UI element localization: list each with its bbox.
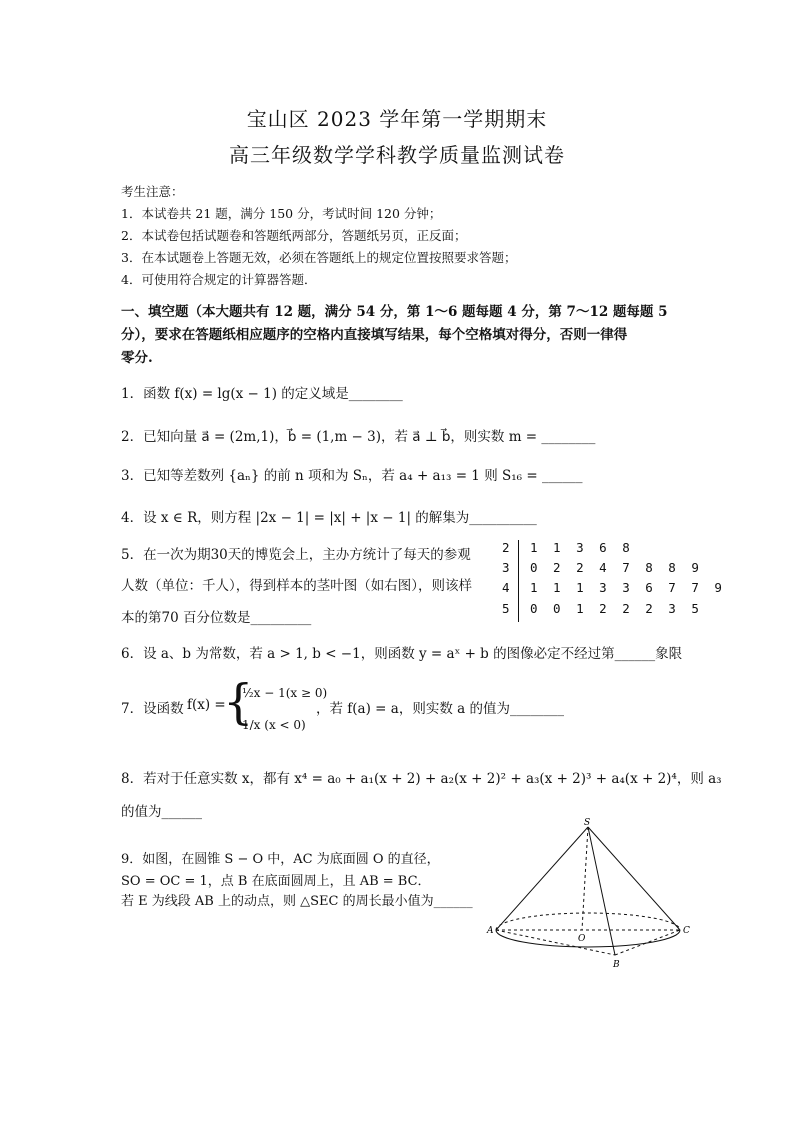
edge-SB <box>588 827 615 955</box>
label-B: B <box>613 960 620 970</box>
question-7-prefix: 7．设函数 <box>121 701 184 717</box>
label-O: O <box>578 934 586 944</box>
section1-line2: 分），要求在答题纸相应题序的空格内直接填写结果，每个空格填对得分，否则一律得 <box>121 327 628 343</box>
note-item-2: 2．本试卷包括试题卷和答题纸两部分，答题纸另页，正反面； <box>121 228 467 243</box>
question-5-line2: 人数（单位：千人），得到样本的茎叶图（如右图），则该样 <box>121 578 472 594</box>
question-9-line1: 9．如图，在圆锥 S − O 中，AC 为底面圆 O 的直径， <box>121 852 440 867</box>
question-8-line2: 的值为______ <box>121 804 202 820</box>
question-9-line2: SO = OC = 1，点 B 在底面圆周上，且 AB = BC． <box>121 874 431 889</box>
question-7-fx: f(x) = <box>187 697 226 713</box>
question-1: 1．函数 f(x) = lg(x − 1) 的定义域是________ <box>121 386 403 402</box>
label-C: C <box>683 926 690 936</box>
stem-leaf-plot <box>500 540 726 622</box>
leaves-3: 0 2 2 4 7 8 8 9 <box>530 560 703 575</box>
note-item-3: 3．在本试题卷上答题无效，必须在答题纸上的规定位置按照要求答题； <box>121 250 517 265</box>
stem-5: 5 <box>502 601 510 616</box>
label-A: A <box>487 926 494 936</box>
stem-4: 4 <box>502 580 510 595</box>
axis-SO <box>582 827 588 930</box>
cone-base-back <box>496 913 680 930</box>
question-7-suffix: ，若 f(a) = a，则实数 a 的值为________ <box>316 701 564 717</box>
question-2: 2．已知向量 a⃗ = (2m,1)，b⃗ = (1,m − 3)，若 a⃗ ⊥ b⃗，则实数 m = ________ <box>121 429 596 445</box>
edge-SA <box>496 827 588 930</box>
question-5-line3: 本的第70 百分位数是_________ <box>121 610 312 626</box>
exam-title-line2: 高三年级数学学科教学质量监测试卷 <box>229 143 565 167</box>
edge-SC <box>588 827 680 930</box>
note-item-4: 4．可使用符合规定的计算器答题． <box>121 272 317 287</box>
piecewise-brace: { <box>223 674 254 730</box>
stem-3: 3 <box>502 560 510 575</box>
question-6: 6．设 a、b 为常数，若 a > 1, b < −1，则函数 y = aˣ + b 的图像必定不经过第______象限 <box>121 646 683 662</box>
question-5-line1: 5．在一次为期30天的博览会上，主办方统计了每天的参观 <box>121 547 471 563</box>
question-7-case2: 1/x (x < 0) <box>242 718 306 732</box>
cone-figure <box>480 815 695 975</box>
question-8-line1: 8．若对于任意实数 x，都有 x⁴ = a₀ + a₁(x + 2) + a₂(x + 2)² + a₃(x + 2)³ + a₄(x + 2)⁴，则 a₃ <box>121 771 722 787</box>
section1-line1: 一、填空题（本大题共有 12 题，满分 54 分，第 1～6 题每题 4 分，第 7～12 题每题 5 <box>121 304 668 320</box>
leaves-2: 1 1 3 6 8 <box>530 540 634 555</box>
leaves-4: 1 1 1 3 3 6 7 7 9 <box>530 580 726 595</box>
stem-2: 2 <box>502 540 510 555</box>
question-9-line3: 若 E 为线段 AB 上的动点，则 △SEC 的周长最小值为______ <box>121 894 473 909</box>
section1-line3: 零分. <box>121 350 153 366</box>
stem-leaf-divider <box>518 540 519 622</box>
label-S: S <box>584 818 591 828</box>
notes-heading: 考生注意： <box>121 184 184 199</box>
chord-AB <box>496 930 615 955</box>
question-3: 3．已知等差数列 {aₙ} 的前 n 项和为 Sₙ，若 a₄ + a₁₃ = 1 则 S₁₆ = ______ <box>121 468 583 484</box>
note-item-1: 1．本试卷共 21 题，满分 150 分，考试时间 120 分钟； <box>121 206 442 221</box>
exam-title-line1: 宝山区 2023 学年第一学期期末 <box>246 107 548 131</box>
cone-base-front <box>496 930 680 947</box>
leaves-5: 0 0 1 2 2 2 3 5 <box>530 601 703 616</box>
question-7-case1: ½x − 1(x ≥ 0) <box>242 686 328 700</box>
question-4: 4．设 x ∈ R，则方程 |2x − 1| = |x| + |x − 1| 的解集为__________ <box>121 510 537 526</box>
